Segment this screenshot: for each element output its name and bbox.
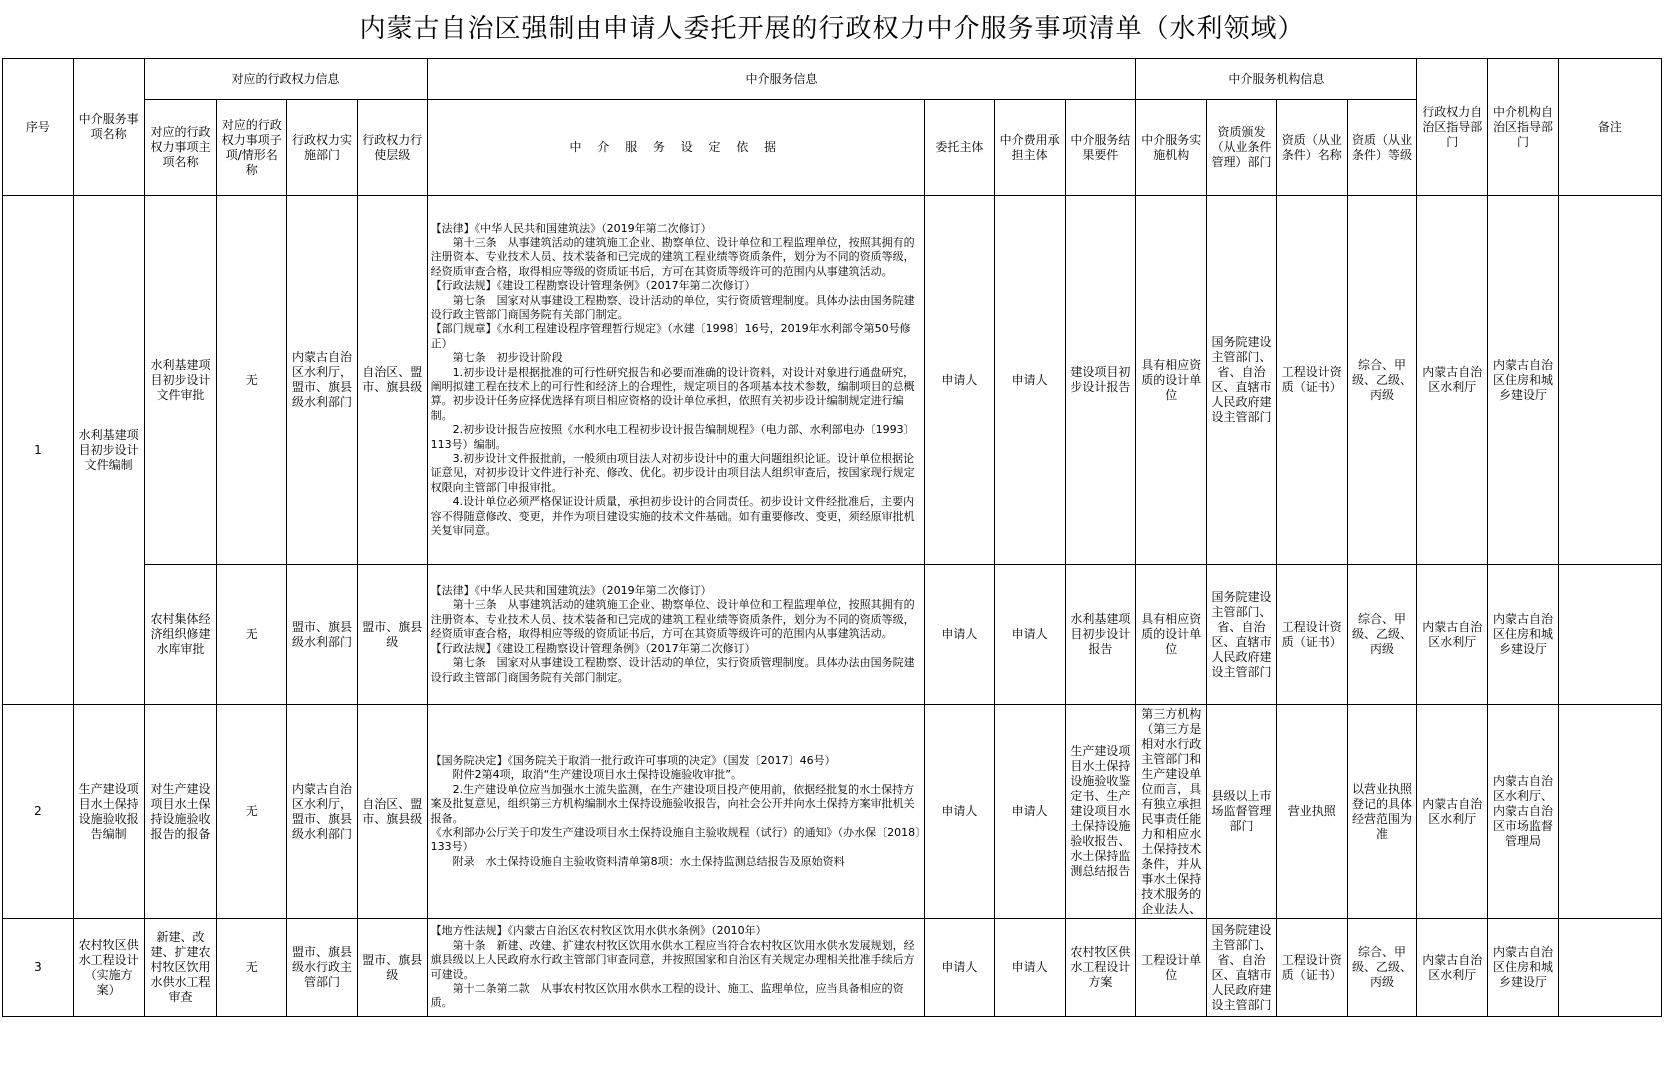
cell-dept: 内蒙古自治区水利厅，盟市、旗县级水利部门 <box>287 705 358 919</box>
cell-guide-power: 内蒙古自治区水利厅 <box>1417 196 1488 565</box>
table-row <box>3 705 1662 919</box>
cell-guide-agency: 内蒙古自治区住房和城乡建设厅 <box>1488 919 1559 1017</box>
cell-fee: 申请人 <box>994 919 1065 1017</box>
cell-main-item: 新建、改建、扩建农村牧区饮用水供水工程审查 <box>144 919 217 1017</box>
cell-level: 盟市、旗县级 <box>357 919 427 1017</box>
col-guide-power-header: 行政权力自治区指导部门 <box>1417 59 1488 196</box>
group-service-info-header: 中介服务信息 <box>427 59 1136 100</box>
cell-result: 农村牧区供水工程设计方案 <box>1065 919 1136 1017</box>
col-result-header: 中介服务结果要件 <box>1065 100 1136 196</box>
cell-guide-agency: 内蒙古自治区水利厅、内蒙古自治区市场监督管理局 <box>1488 705 1559 919</box>
col-basis-header: 中 介 服 务 设 定 依 据 <box>427 100 924 196</box>
cell-qual-dept: 国务院建设主管部门、省、自治区、直辖市人民政府建设主管部门 <box>1207 196 1277 565</box>
col-agency-header: 中介服务实施机构 <box>1136 100 1207 196</box>
cell-level: 自治区、盟市、旗县级 <box>357 196 427 565</box>
cell-client: 申请人 <box>925 705 995 919</box>
cell-basis: 【国务院决定】《国务院关于取消一批行政许可事项的决定》（国发〔2017〕46号） 附件2第4项，取消“生产建设项目水土保持设施验收审批”。 2.生产建设单位应当加强水土流失监测，在生产建设项目投产使用前，依据经批复的水土保持方案及批复意见，组织第三方机构编制水土保持设施验收报告，向社会公开并向水土保持方案审批机关报备。 《水利部办公厅关于印发生产建设项目水土保持设施自主验收规程（试行）的通知》（办水保〔2018〕133号） 附录 水土保持设施自主验收资料清单第8项：水土保持监测总结报告及原始资料 <box>427 705 924 919</box>
cell-client: 申请人 <box>925 565 995 705</box>
table-row <box>3 565 1662 705</box>
cell-qual-name: 营业执照 <box>1276 705 1347 919</box>
cell-seq: 3 <box>3 919 74 1017</box>
cell-sub-item: 无 <box>217 565 287 705</box>
col-client-header: 委托主体 <box>925 100 995 196</box>
header-row-groups <box>3 59 1662 100</box>
cell-qual-dept: 国务院建设主管部门、省、自治区、直辖市人民政府建设主管部门 <box>1207 919 1277 1017</box>
cell-guide-power: 内蒙古自治区水利厅 <box>1417 919 1488 1017</box>
col-seq-header: 序号 <box>3 59 74 196</box>
cell-qual-level: 综合、甲级、乙级、丙级 <box>1347 565 1417 705</box>
cell-fee: 申请人 <box>994 196 1065 565</box>
cell-fee: 申请人 <box>994 705 1065 919</box>
cell-guide-power: 内蒙古自治区水利厅 <box>1417 565 1488 705</box>
cell-remark <box>1558 196 1661 565</box>
cell-qual-level: 以营业执照登记的具体经营范围为准 <box>1347 705 1417 919</box>
col-qual-name-header: 资质（从业条件）名称 <box>1276 100 1347 196</box>
cell-result: 水利基建项目初步设计报告 <box>1065 565 1136 705</box>
cell-sub-item: 无 <box>217 705 287 919</box>
cell-main-item: 对生产建设项目水土保持设施验收报告的报备 <box>144 705 217 919</box>
col-qual-level-header: 资质（从业条件）等级 <box>1347 100 1417 196</box>
col-sub-item-header: 对应的行政权力事项子项/情形名称 <box>217 100 287 196</box>
table-row <box>3 919 1662 1017</box>
col-level-header: 行政权力行使层级 <box>357 100 427 196</box>
cell-guide-power: 内蒙古自治区水利厅 <box>1417 705 1488 919</box>
col-dept-header: 行政权力实施部门 <box>287 100 358 196</box>
cell-seq: 1 <box>3 196 74 705</box>
col-qual-dept-header: 资质颁发（从业条件管理）部门 <box>1207 100 1277 196</box>
cell-agency: 具有相应资质的设计单位 <box>1136 196 1207 565</box>
cell-qual-level: 综合、甲级、乙级、丙级 <box>1347 196 1417 565</box>
cell-sub-item: 无 <box>217 919 287 1017</box>
cell-level: 盟市、旗县级 <box>357 565 427 705</box>
cell-item-name: 生产建设项目水土保持设施验收报告编制 <box>73 705 144 919</box>
cell-qual-name: 工程设计资质（证书） <box>1276 565 1347 705</box>
cell-basis: 【法律】《中华人民共和国建筑法》（2019年第二次修订） 第十三条 从事建筑活动的建筑施工企业、勘察单位、设计单位和工程监理单位，按照其拥有的注册资本、专业技术人员、技术装备和已完成的建筑工程业绩等资质条件，划分为不同的资质等级，经资质审查合格，取得相应等级的资质证书后，方可在其资质等级许可的范围内从事建筑活动。 【行政法规】《建设工程勘察设计管理条例》（2017年第二次修订） 第七条 国家对从事建设工程勘察、设计活动的单位，实行资质管理制度。具体办法由国务院建设行政主管部门商国务院有关部门制定。 【部门规章】《水利工程建设程序管理暂行规定》（水建〔1998〕16号，2019年水利部令第50号修正） 第七条 初步设计阶段 1.初步设计是根据批准的可行性研究报告和必要而准确的设计资料，对设计对象进行通盘研究，阐明拟建工程在技术上的可行性和经济上的合理性，规定项目的各项基本技术参数，编制项目的总概算。初步设计任务应择优选择有项目相应资格的设计单位承担，依照有关初步设计编制规定进行编制。 2.初步设计报告应按照《水利水电工程初步设计报告编制规程》（电力部、水利部电办〔1993〕113号）编制。 3.初步设计文件报批前，一般须由项目法人对初步设计中的重大问题组织论证。设计单位根据论证意见，对初步设计文件进行补充、修改、优化。初步设计由项目法人组织审查后，按国家现行规定权限向主管部门申报审批。 4.设计单位必须严格保证设计质量，承担初步设计的合同责任。初步设计文件经批准后，主要内容不得随意修改、变更，并作为项目建设实施的技术文件基础。如有重要修改、变更，须经原审批机关复审同意。 <box>427 196 924 565</box>
cell-agency: 工程设计单位 <box>1136 919 1207 1017</box>
table-row <box>3 196 1662 565</box>
group-power-info-header: 对应的行政权力信息 <box>144 59 427 100</box>
col-main-item-header: 对应的行政权力事项主项名称 <box>144 100 217 196</box>
cell-basis: 【地方性法规】《内蒙古自治区农村牧区饮用水供水条例》（2010年） 第十条 新建、改建、扩建农村牧区饮用水供水工程应当符合农村牧区饮用水供水发展规划，经旗县级以上人民政府水行政主管部门审查同意，并按照国家和自治区有关规定办理相关批准手续后方可建设。 第十二条第二款 从事农村牧区饮用水供水工程的设计、施工、监理单位，应当具备相应的资质。 <box>427 919 924 1017</box>
col-guide-agency-header: 中介机构自治区指导部门 <box>1488 59 1559 196</box>
cell-dept: 盟市、旗县级水行政主管部门 <box>287 919 358 1017</box>
cell-qual-dept: 县级以上市场监督管理部门 <box>1207 705 1277 919</box>
cell-result: 建设项目初步设计报告 <box>1065 196 1136 565</box>
cell-item-name: 农村牧区供水工程设计（实施方案） <box>73 919 144 1017</box>
cell-sub-item: 无 <box>217 196 287 565</box>
col-fee-header: 中介费用承担主体 <box>994 100 1065 196</box>
col-item-name-header: 中介服务事项名称 <box>73 59 144 196</box>
cell-agency: 具有相应资质的设计单位 <box>1136 565 1207 705</box>
cell-seq: 2 <box>3 705 74 919</box>
cell-guide-agency: 内蒙古自治区住房和城乡建设厅 <box>1488 565 1559 705</box>
group-agency-info-header: 中介服务机构信息 <box>1136 59 1417 100</box>
cell-qual-dept: 国务院建设主管部门、省、自治区、直辖市人民政府建设主管部门 <box>1207 565 1277 705</box>
cell-dept: 盟市、旗县级水利部门 <box>287 565 358 705</box>
cell-main-item: 水利基建项目初步设计文件审批 <box>144 196 217 565</box>
col-remark-header: 备注 <box>1558 59 1661 196</box>
cell-client: 申请人 <box>925 919 995 1017</box>
cell-remark <box>1558 919 1661 1017</box>
cell-agency: 第三方机构（第三方是相对水行政主管部门和生产建设单位而言，具有独立承担民事责任能力和相应水土保持技术条件，并从事水土保持技术服务的企业法人、 <box>1136 705 1207 919</box>
header-row-columns <box>3 100 1662 196</box>
cell-dept: 内蒙古自治区水利厅，盟市、旗县级水利部门 <box>287 196 358 565</box>
cell-qual-level: 综合、甲级、乙级、丙级 <box>1347 919 1417 1017</box>
cell-remark <box>1558 565 1661 705</box>
cell-qual-name: 工程设计资质（证书） <box>1276 919 1347 1017</box>
cell-main-item: 农村集体经济组织修建水库审批 <box>144 565 217 705</box>
cell-item-name: 水利基建项目初步设计文件编制 <box>73 196 144 705</box>
cell-fee: 申请人 <box>994 565 1065 705</box>
cell-remark <box>1558 705 1661 919</box>
cell-qual-name: 工程设计资质（证书） <box>1276 196 1347 565</box>
cell-result: 生产建设项目水土保持设施验收鉴定书、生产建设项目水土保持设施验收报告、水土保持监测总结报告 <box>1065 705 1136 919</box>
cell-basis: 【法律】《中华人民共和国建筑法》（2019年第二次修订） 第十三条 从事建筑活动的建筑施工企业、勘察单位、设计单位和工程监理单位，按照其拥有的注册资本、专业技术人员、技术装备和已完成的建筑工程业绩等资质条件，划分为不同的资质等级，经资质审查合格，取得相应等级的资质证书后，方可在其资质等级许可的范围内从事建筑活动。 【行政法规】《建设工程勘察设计管理条例》（2017年第二次修订） 第七条 国家对从事建设工程勘察、设计活动的单位，实行资质管理制度。具体办法由国务院建设行政主管部门商国务院有关部门制定。 <box>427 565 924 705</box>
cell-guide-agency: 内蒙古自治区住房和城乡建设厅 <box>1488 196 1559 565</box>
cell-client: 申请人 <box>925 196 995 565</box>
cell-level: 自治区、盟市、旗县级 <box>357 705 427 919</box>
page-title: 内蒙古自治区强制由申请人委托开展的行政权力中介服务事项清单（水利领域） <box>359 14 1305 44</box>
service-items-table <box>2 58 1662 1017</box>
